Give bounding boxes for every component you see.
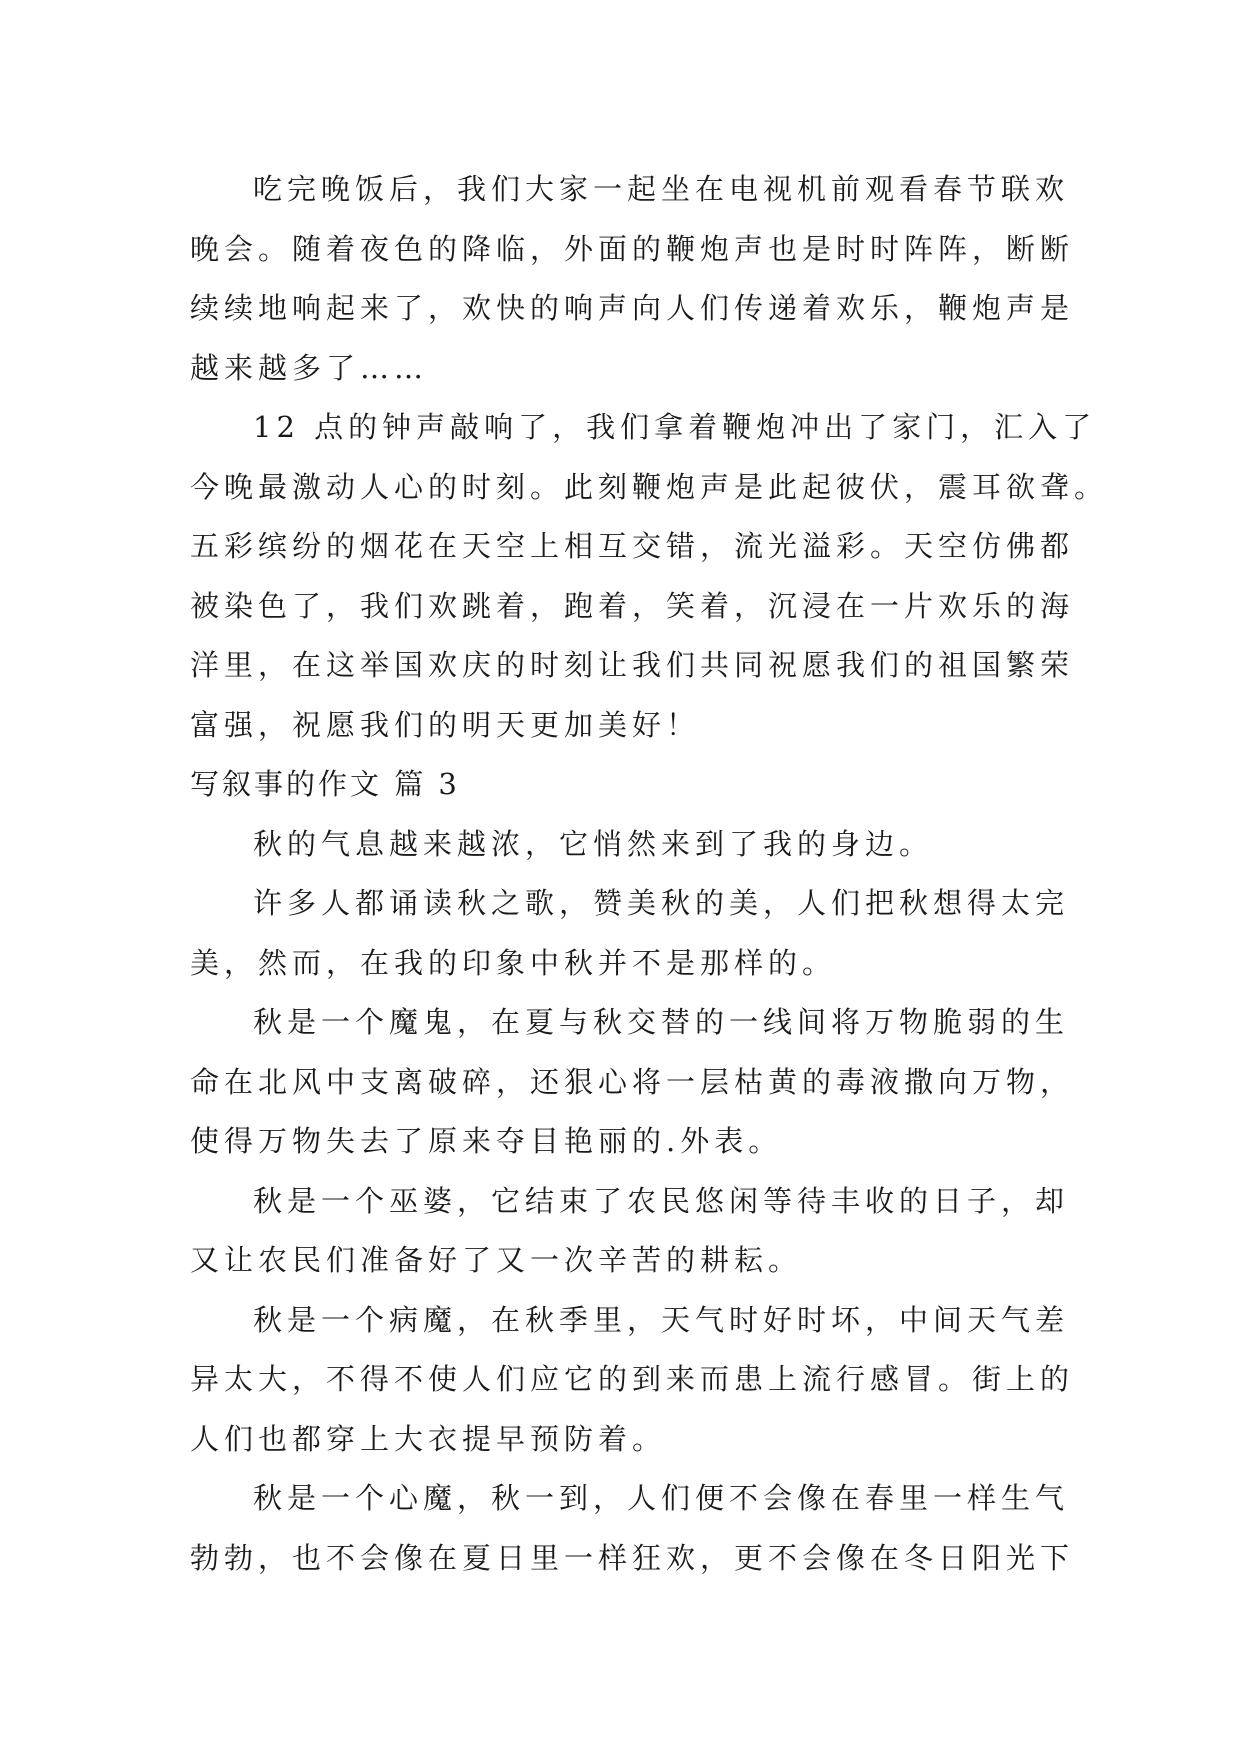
document-body bbox=[190, 160, 1109, 1588]
text-line: 12 点的钟声敲响了，我们拿着鞭炮冲出了家门，汇入了 bbox=[253, 410, 1097, 444]
text-line: 洋里，在这举国欢庆的时刻让我们共同祝愿我们的祖国繁荣 bbox=[190, 648, 1075, 682]
text-line: 又让农民们准备好了又一次辛苦的耕耘。 bbox=[190, 1243, 803, 1277]
section-heading: 写叙事的作文 篇 3 bbox=[190, 767, 460, 801]
text-line: 许多人都诵读秋之歌，赞美秋的美，人们把秋想得太完 bbox=[253, 886, 1070, 920]
text-line: 被染色了，我们欢跳着，跑着，笑着，沉浸在一片欢乐的海 bbox=[190, 588, 1075, 623]
text-line: 续续地响起来了，欢快的响声向人们传递着欢乐，鞭炮声是 bbox=[190, 291, 1075, 325]
text-line: 晚会。随着夜色的降临，外面的鞭炮声也是时时阵阵，断断 bbox=[190, 231, 1075, 266]
text-line: 吃完晚饭后，我们大家一起坐在电视机前观看春节联欢 bbox=[253, 172, 1070, 206]
text-line: 命在北风中支离破碎，还狠心将一层枯黄的毒液撒向万物， bbox=[190, 1064, 1075, 1099]
text-line: 勃勃，也不会像在夏日里一样狂欢，更不会像在冬日阳光下 bbox=[190, 1540, 1075, 1575]
text-line: 秋的气息越来越浓，它悄然来到了我的身边。 bbox=[253, 826, 934, 861]
text-line: 富强，祝愿我们的明天更加美好！ bbox=[190, 707, 701, 742]
text-line: 秋是一个魔鬼，在夏与秋交替的一线间将万物脆弱的生 bbox=[253, 1005, 1070, 1039]
text-line: 越来越多了…… bbox=[190, 350, 429, 385]
text-line: 使得万物失去了原来夺目艳丽的.外表。 bbox=[190, 1124, 783, 1158]
text-line: 秋是一个心魔，秋一到，人们便不会像在春里一样生气 bbox=[253, 1481, 1070, 1515]
text-line: 五彩缤纷的烟花在天空上相互交错，流光溢彩。天空仿佛都 bbox=[190, 529, 1075, 563]
text-line: 美，然而，在我的印象中秋并不是那样的。 bbox=[190, 945, 837, 980]
text-line: 秋是一个病魔，在秋季里，天气时好时坏，中间天气差 bbox=[253, 1302, 1070, 1337]
text-line: 今晚最激动人心的时刻。此刻鞭炮声是此起彼伏，震耳欲聋。 bbox=[190, 469, 1109, 504]
text-line: 人们也都穿上大衣提早预防着。 bbox=[190, 1421, 667, 1456]
text-line: 秋是一个巫婆，它结束了农民悠闲等待丰收的日子，却 bbox=[253, 1183, 1070, 1218]
text-line: 异太大，不得不使人们应它的到来而患上流行感冒。街上的 bbox=[190, 1362, 1075, 1396]
